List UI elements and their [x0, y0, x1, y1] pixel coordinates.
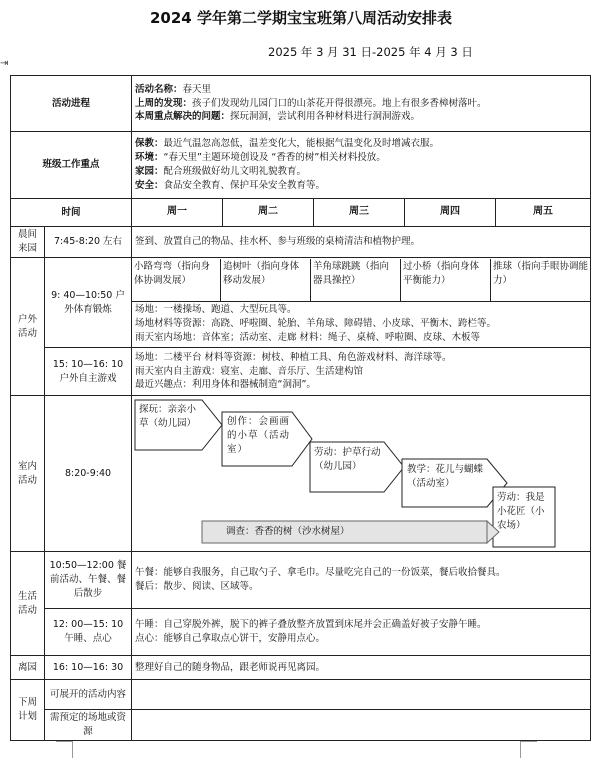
progress-content — [132, 76, 591, 132]
next-week-row-2 — [11, 710, 591, 741]
day-header-mon: 周一 — [132, 199, 223, 227]
progress-row — [11, 76, 591, 132]
outdoor-activity-strip — [132, 259, 590, 301]
focus-content — [132, 132, 591, 199]
activity-name-value: 春天里 — [182, 83, 212, 95]
this-week-label: 本周重点解决的问题： — [135, 111, 231, 123]
this-week-value: 探玩洞洞，尝试利用各种材料进行洞洞游戏。 — [230, 111, 421, 123]
date-range: 2025 年 3 月 31 日-2025 年 4 月 3 日 — [268, 45, 473, 59]
leave-row — [11, 656, 591, 680]
activity-name-label: 活动名称： — [135, 83, 183, 95]
indoor-activity-fri: 劳动：我是小花匠（小农场） — [497, 491, 545, 531]
life-row-1 — [11, 552, 591, 609]
life-label: 生活活动 — [11, 552, 45, 656]
morning-row — [11, 227, 591, 258]
outdoor-row-2 — [11, 348, 591, 396]
outdoor-time-1: 9: 40—10:50 户外体育锻炼 — [45, 258, 132, 348]
outdoor-line: 场地材料等资源：高跷、呼啦圈、轮胎、羊角球、障碍错、小皮球、平衡木、跨栏等。 — [135, 318, 497, 330]
outdoor-content-2 — [132, 348, 591, 396]
indoor-time: 8:20-9:40 — [45, 396, 132, 552]
last-week-label: 上周的发现： — [135, 97, 193, 109]
next-week-row-1 — [11, 680, 591, 710]
indoor-label: 室内活动 — [11, 396, 45, 552]
indoor-activity-wed: 劳动：护草行动（幼儿园） — [314, 446, 381, 472]
indoor-activity-tue: 创作：会画画的小草（活动室） — [227, 415, 291, 455]
outdoor-activity: 小路弯弯（指向身体协调发展） — [132, 259, 221, 301]
focus-row — [11, 132, 591, 199]
life-row-2 — [11, 609, 591, 656]
next-week-label: 下周计划 — [11, 680, 45, 741]
leave-content: 整理好自己的随身物品，跟老师说再见离园。 — [132, 656, 591, 680]
indoor-row — [11, 396, 591, 552]
life-line: 午餐：能够自我服务，自己取勺子、拿毛巾。尽量吃完自己的一份饭菜，餐后收拾餐具。 — [135, 567, 506, 579]
outdoor-time-2: 15: 10—16: 10 户外自主游戏 — [45, 348, 132, 396]
life-content-2 — [132, 609, 591, 656]
outdoor-line: 雨天室内场地：音体室；活动室、走廊 材料：绳子、桌椅、呼啦圈、皮球、木板等 — [135, 331, 481, 343]
outdoor-label: 户外活动 — [11, 258, 45, 396]
outdoor-line: 最近兴趣点：利用身体和器械制造“洞洞”。 — [135, 379, 316, 391]
outdoor-row-1 — [11, 258, 591, 348]
life-line: 午睡：自己穿脱外裤，脱下的裤子叠放整齐放置到床尾并会正确盖好被子安静午睡。 — [135, 619, 487, 631]
focus-item-label: 保教： — [135, 138, 164, 150]
indoor-survey: 调查：香香的树（沙水树屋） — [226, 525, 350, 537]
indoor-activity-mon: 探玩：亲亲小草（幼儿园） — [139, 403, 197, 429]
morning-content: 签到、放置自己的物品、挂水杯、参与班级的桌椅清洁和植物护理。 — [132, 227, 591, 258]
life-time-1: 10:50—12:00 餐前活动、午餐、餐后散步 — [45, 552, 132, 609]
indoor-activity-thu: 教学：花儿与蝴蝶（活动室） — [407, 463, 484, 489]
next-week-item: 可展开的活动内容 — [45, 680, 132, 710]
focus-item-value: 配合班级做好幼儿文明礼貌教育。 — [163, 166, 307, 177]
indoor-flow-diagram — [132, 397, 590, 551]
outdoor-line: 雨天室内自主游戏：寝室、走廊、音乐厅、生活建构馆 — [135, 365, 364, 377]
schedule-table — [10, 75, 591, 741]
outdoor-activity: 过小桥（指向身体平衡能力） — [401, 259, 491, 301]
next-week-content-2 — [132, 710, 591, 741]
next-week-item: 需预定的场地或资源 — [45, 710, 132, 741]
focus-item-label: 安全： — [135, 179, 164, 191]
morning-time: 7:45-8:20 左右 — [45, 227, 132, 258]
indoor-content — [132, 396, 591, 552]
outdoor-line: 场地：一楼操场、跑道、大型玩具等。 — [135, 304, 297, 316]
outdoor-content-1 — [132, 258, 591, 348]
time-header: 时间 — [11, 199, 132, 227]
day-header-tue: 周二 — [223, 199, 314, 227]
focus-item-value: “春天里”主题环境创设及 “香香的树”相关材料投放。 — [163, 152, 386, 164]
focus-item-value: 食品安全教育、保护耳朵安全教育等。 — [163, 179, 326, 191]
life-line: 点心：能够自己拿取点心饼干，安静用点心。 — [135, 633, 326, 644]
focus-item-label: 环境： — [135, 152, 164, 164]
focus-item-value: 最近气温忽高忽低，温差变化大，能根据气温变化及时增减衣服。 — [163, 138, 440, 150]
day-header-fri: 周五 — [496, 199, 591, 227]
leave-time: 16: 10—16: 30 — [45, 656, 132, 680]
header-row — [11, 199, 591, 227]
outdoor-activity: 羊角球跳跳（指向器具操控） — [311, 259, 401, 301]
progress-label: 活动进程 — [11, 76, 132, 132]
day-header-wed: 周三 — [314, 199, 405, 227]
day-header-thu: 周四 — [405, 199, 496, 227]
focus-label: 班级工作重点 — [11, 132, 132, 199]
outdoor-activity: 追树叶（指向身体移动发展） — [221, 259, 311, 301]
outdoor-activity: 推球（指向手眼协调能力） — [493, 261, 589, 287]
life-content-1 — [132, 552, 591, 609]
morning-label: 晨间来园 — [11, 227, 45, 258]
outdoor-line: 场地：二楼平台 材料等资源：树枝、种植工具、角色游戏材料、海洋球等。 — [135, 351, 452, 363]
last-week-value: 孩子们发现幼儿园门口的山茶花开得很漂亮。地上有很多香樟树落叶。 — [192, 97, 487, 109]
life-line: 餐后：散步、阅读、区域等。 — [135, 581, 259, 592]
page-corner-mark — [56, 741, 73, 758]
page-corner-mark — [520, 741, 537, 758]
next-week-content-1 — [132, 680, 591, 710]
life-time-2: 12: 00—15: 10 午睡、点心 — [45, 609, 132, 656]
leave-label: 离园 — [11, 656, 45, 680]
focus-item-label: 家园： — [135, 166, 164, 177]
page-title: 2024 学年第二学期宝宝班第八周活动安排表 — [150, 9, 452, 27]
indent-marker-icon: ⇥ — [0, 58, 9, 69]
